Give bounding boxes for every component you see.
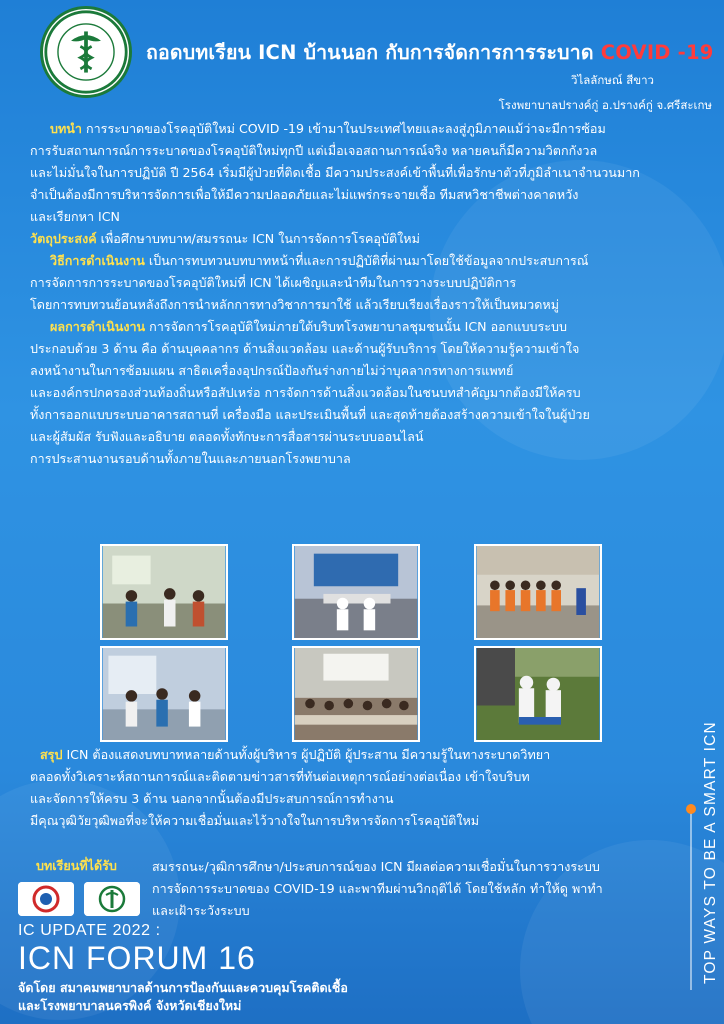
summary-line: ตลอดทั้งวิเคราะห์สถานการณ์และติดตามข่าวสารที่ทันต่อเหตุการณ์อย่างต่อเนื่อง เข้าใจบริบท [30, 769, 530, 784]
results-line: และผู้สัมผัส รับฟังและอธิบาย ตลอดทั้งทักษะการสื่อสารผ่านระบบออนไลน์ [30, 429, 424, 444]
intro-label: บทนำ [50, 121, 82, 136]
photo-team-drill [474, 544, 602, 640]
method-label: วิธีการดำเนินงาน [50, 253, 145, 268]
results-line: ทั้งการออกแบบระบบอาคารสถานที่ เครื่องมือ และประเมินพื้นที่ และสุดท้ายต้องสร้างความเข้าใจในผู้ป่วย [30, 407, 590, 422]
association-logo [18, 882, 74, 916]
method-line [30, 250, 670, 272]
summary-label: สรุป [40, 747, 63, 762]
intro-line: จำเป็นต้องมีการบริหารจัดการเพื่อให้มีความปลอดภัยและไม่แพร่กระจายเชื้อ ทีมสหวิชาชีพต่างคาดหวัง [30, 187, 579, 202]
photo-clinic-staff [100, 646, 228, 742]
photo-grid [96, 544, 606, 744]
summary-line: และจัดการให้ครบ 3 ด้าน นอกจากนั้นต้องมีประสบการณ์การทำงาน [30, 791, 394, 806]
lessons-line: สมรรถนะ/วุฒิการศึกษา/ประสบการณ์ของ ICN มีผลต่อความเชื่อมั่นในการวางระบบ [152, 859, 600, 874]
title-main: ถอดบทเรียน ICN บ้านนอก กับการจัดการการระบาด [146, 41, 601, 64]
hospital-name: โรงพยาบาลปรางค์กู่ อ.ปรางค์กู่ จ.ศรีสะเกษ [498, 98, 712, 112]
page-title [146, 37, 713, 68]
organizer-line-1: จัดโดย สมาคมพยาบาลด้านการป้องกันและควบคุมโรคติดเชื้อ [18, 980, 348, 995]
photo-training-room [100, 544, 228, 640]
summary-line: มีคุณวุฒิวัยวุฒิพอที่จะให้ความเชื่อมั่นและไว้วางใจในการบริหารจัดการโรคอุบัติใหม่ [30, 813, 480, 828]
organizer-line-2: และโรงพยาบาลนครพิงค์ จังหวัดเชียงใหม่ [18, 998, 242, 1013]
author-name: วิไลลักษณ์ สีขาว [571, 73, 654, 87]
results-label: ผลการดำเนินงาน [50, 319, 146, 334]
header [0, 0, 724, 100]
lessons-label: บทเรียนที่ได้รับ [36, 858, 117, 873]
photo-ppe-demo [292, 544, 420, 640]
results-line: ลงหน้างานในการซ้อมแผน สาธิตเครื่องอุปกรณ์ป้องกันร่างกายไม่ว่าบุคลากรทางการแพทย์ [30, 363, 514, 378]
results-line: และองค์กรปกครองส่วนท้องถิ่นหรือสัปเหร่อ การจัดการด้านสิ่งแวดล้อมในชนบทสำคัญมากต้องมีให้ครบ [30, 385, 581, 400]
intro-line: และเรียกหา ICN [30, 209, 120, 224]
main-content [30, 118, 670, 470]
intro-text: การระบาดของโรคอุบัติใหม่ COVID -19 เข้ามาในประเทศไทยและลงสู่ภูมิภาคแม้ว่าจะมีการซ้อม [81, 121, 606, 136]
summary-line [30, 744, 670, 766]
ic-update-label: IC UPDATE 2022 : [18, 922, 161, 939]
results-line: การประสานงานรอบด้านทั้งภายในและภายนอกโรงพยาบาล [30, 451, 351, 466]
results-line [30, 316, 670, 338]
lessons-section [152, 856, 603, 922]
method-text: เป็นการทบทวนบทบาทหน้าที่และการปฏิบัติที่ผ่านมาโดยใช้ข้อมูลจากประสบการณ์ [144, 253, 589, 268]
lessons-line: และเฝ้าระวังระบบ [152, 903, 250, 918]
intro-line: และไม่มั่นใจในการปฏิบัติ ปี 2564 เริ่มมีผู้ป่วยที่ติดเชื้อ มีความประสงค์เข้าพื้นที่เพื่อรักษาตัวที่ภูมิลำเนาจำนวนมาก [30, 165, 640, 180]
objective-label: วัตถุประสงค์ [30, 231, 97, 246]
intro-line [30, 118, 670, 140]
nakornping-hospital-logo [84, 882, 140, 916]
photo-meeting-room [292, 646, 420, 742]
method-line: การจัดการการระบาดของโรคอุบัติใหม่ที่ ICN ได้เผชิญและนำทีมในการวางระบบปฏิบัติการ [30, 275, 517, 290]
side-accent-dot [686, 804, 696, 814]
hospital-logo [40, 6, 132, 98]
photo-ppe-outdoor [474, 646, 602, 742]
side-divider [690, 810, 692, 990]
results-line: ประกอบด้วย 3 ด้าน คือ ด้านบุคคลากร ด้านสิ่งแวดล้อม และด้านผู้รับบริการ โดยให้ความรู้ความเข้าใจ [30, 341, 580, 356]
lessons-line: การจัดการระบาดของ COVID-19 และพาทีมผ่านวิกฤติได้ โดยใช้หลัก ทำให้ดู พาทำ [152, 881, 603, 896]
objective-text: เพื่อศึกษาบทบาท/สมรรถนะ ICN ในการจัดการโรคอุบัติใหม่ [96, 231, 420, 246]
intro-line: การรับสถานการณ์การระบาดของโรคอุบัติใหม่ทุกปี แต่เมื่อเจอสถานการณ์จริง หลายคนก็มีความวิตกกังวล [30, 143, 598, 158]
summary-section [30, 744, 670, 832]
side-slogan: TOP WAYS TO BE A SMART ICN [702, 721, 719, 984]
objective-line [30, 228, 670, 250]
forum-title: ICN FORUM 16 [18, 940, 256, 976]
method-line: โดยการทบทวนย้อนหลังถึงการนำหลักการทางวิชาการมาใช้ แล้วเรียบเรียงเรื่องราวให้เป็นหมวดหมู่ [30, 297, 559, 312]
summary-text: ICN ต้องแสดงบทบาทหลายด้านทั้งผู้บริหาร ผู้ปฏิบัติ ผู้ประสาน มีความรู้ในทางระบาดวิทยา [62, 747, 551, 762]
results-text: การจัดการโรคอุบัติใหม่ภายใต้บริบทโรงพยาบาลชุมชนนั้น ICN ออกแบบระบบ [145, 319, 567, 334]
title-covid: COVID -19 [600, 41, 714, 64]
